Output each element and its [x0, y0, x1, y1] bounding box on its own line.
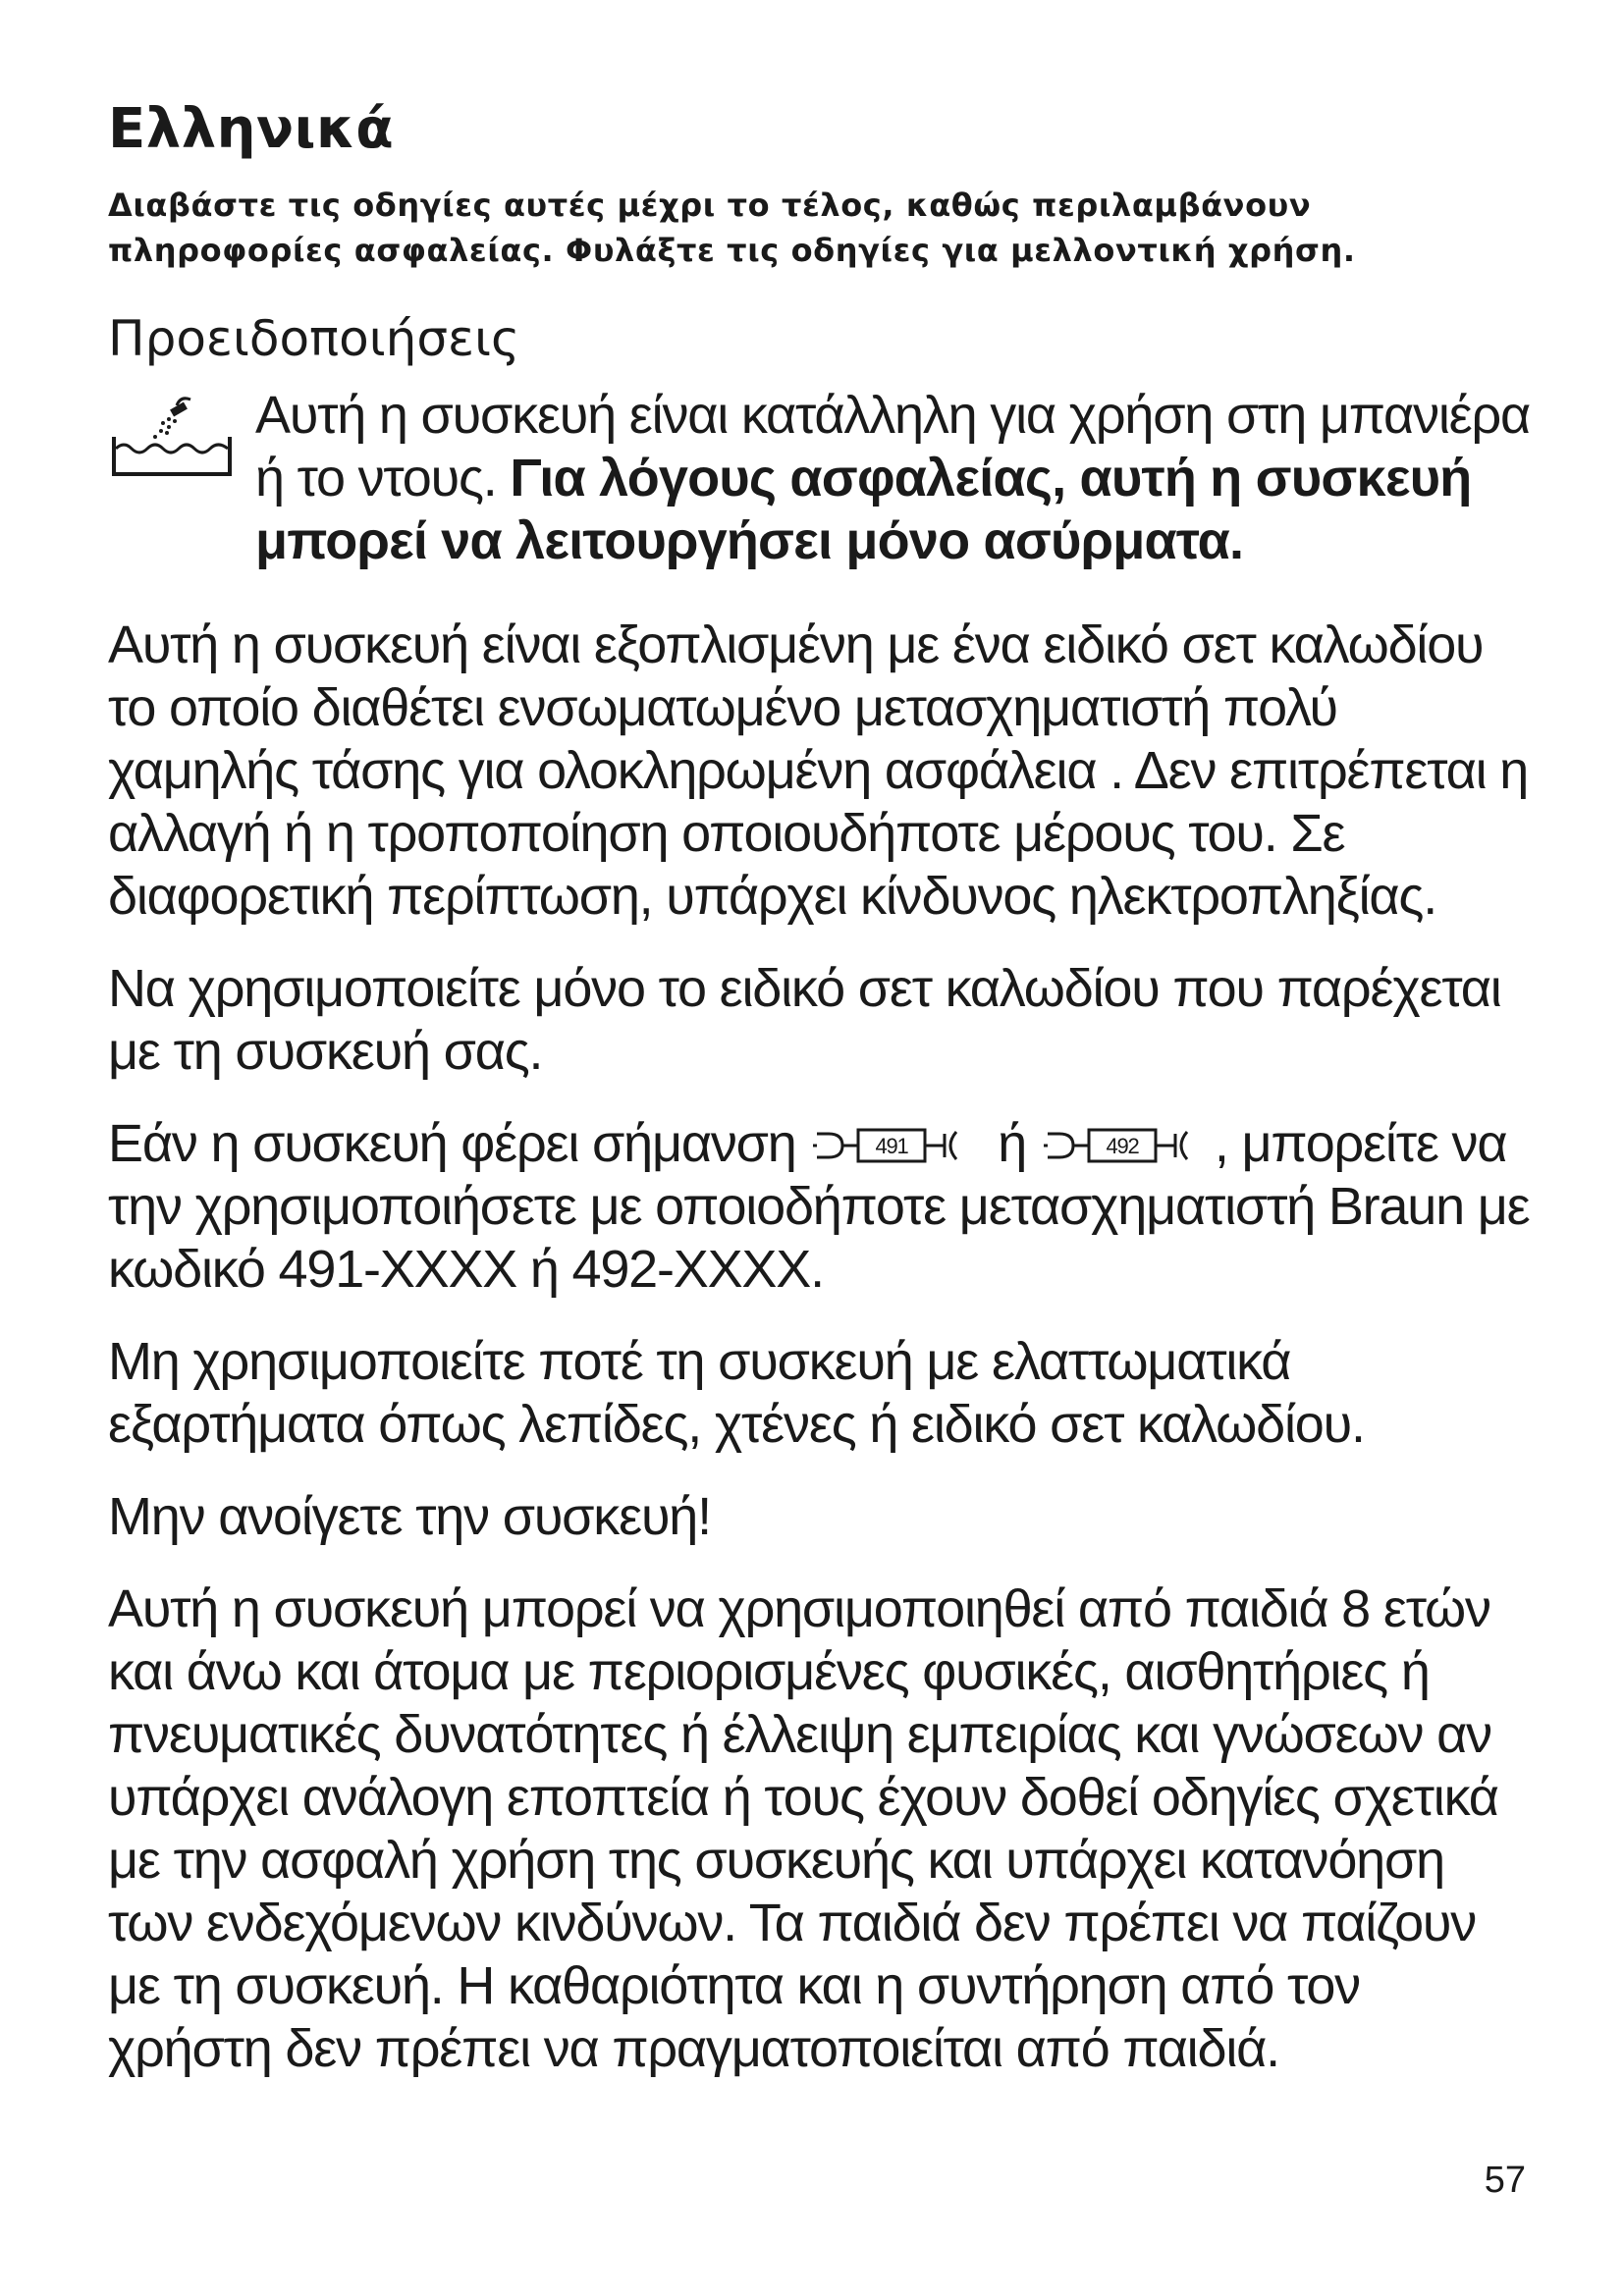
marking-text-after: , μπορείτε να την χρησιμοποιήσετε με οποιοδήποτε μετασχηματιστή Braun με κωδικό 491-XXXX ή 492-XXXX.	[108, 1114, 1530, 1300]
plug-transformer-icon	[1044, 1124, 1211, 1167]
bath-warning	[108, 384, 1532, 572]
paragraph-transformer-marking	[108, 1112, 1532, 1301]
paragraph-cord-set: Αυτή η συσκευή είναι εξοπλισμένη με ένα ειδικό σετ καλωδίου το οποίο διαθέτει ενσωματωμένο μετασχηματιστή πολύ χαμηλής τάσης για ολοκληρωμένη ασφάλεια . Δεν επιτρέπεται η αλλαγή ή η τροποποίηση οποιουδήποτε μέρους του. Σε διαφορετική περίπτωση, υπάρχει κίνδυνος ηλεκτροπληξίας.	[108, 615, 1529, 927]
plug-transformer-icon	[813, 1124, 980, 1167]
marking-text-middle: ή	[984, 1114, 1040, 1174]
marking-code-2: 492	[1106, 1134, 1139, 1159]
paragraph-defective-parts: Μη χρησιμοποιείτε ποτέ τη συσκευή με ελαττωματικά εξαρτήματα όπως λεπίδες, χτένες ή ειδικό σετ καλωδίου.	[108, 1332, 1365, 1455]
bath-warning-normal: Αυτή η συσκευή είναι κατάλληλη για χρήση στη μπανιέρα ή το ντους.	[255, 386, 1531, 508]
paragraph-do-not-open: Μην ανοίγετε την συσκευή!	[108, 1487, 711, 1547]
bath-warning-bold: Για λόγους ασφαλείας, αυτή η συσκευή μπορεί να λειτουργήσει μόνο ασύρματα.	[255, 449, 1472, 571]
paragraph-use-supplied-cord: Να χρησιμοποιείτε μόνο το ειδικό σετ καλωδίου που παρέχεται με τη συσκευή σας.	[108, 959, 1501, 1082]
bath-warning-text	[255, 384, 1532, 572]
manual-page	[108, 98, 1532, 2109]
paragraph-children-safety: Αυτή η συσκευή μπορεί να χρησιμοποιηθεί από παιδιά 8 ετών και άνω και άτομα με περιορισμένες φυσικές, αισθητήριες ή πνευματικές δυνατότητες ή έλλειψη εμπειρίας και γνώσεων αν υπάρχει ανάλογη εποπτεία ή τους έχουν δοθεί οδηγίες σχετικά με την ασφαλή χρήση της συσκευής και υπάρχει κατανόηση των ενδεχόμενων κινδύνων. Τα παιδιά δεν πρέπει να παίζουν με τη συσκευή. Η καθαριότητα και η συντήρηση από τον χρήστη δεν πρέπει να πραγματοποιείται από παιδιά.	[108, 1579, 1498, 2079]
marking-text-before: Εάν η συσκευή φέρει σήμανση	[108, 1114, 810, 1174]
language-heading: Ελληνικά	[108, 97, 395, 161]
warnings-heading: Προειδοποιήσεις	[108, 310, 520, 368]
marking-code-1: 491	[875, 1134, 908, 1159]
intro-text: Διαβάστε τις οδηγίες αυτές μέχρι το τέλος, καθώς περιλαμβάνουν πληροφορίες ασφαλείας. Φυλάξτε τις οδηγίες για μελλοντική χρήση.	[108, 187, 1356, 270]
bath-shower-icon	[108, 392, 236, 480]
page-number: 57	[1484, 2160, 1526, 2201]
